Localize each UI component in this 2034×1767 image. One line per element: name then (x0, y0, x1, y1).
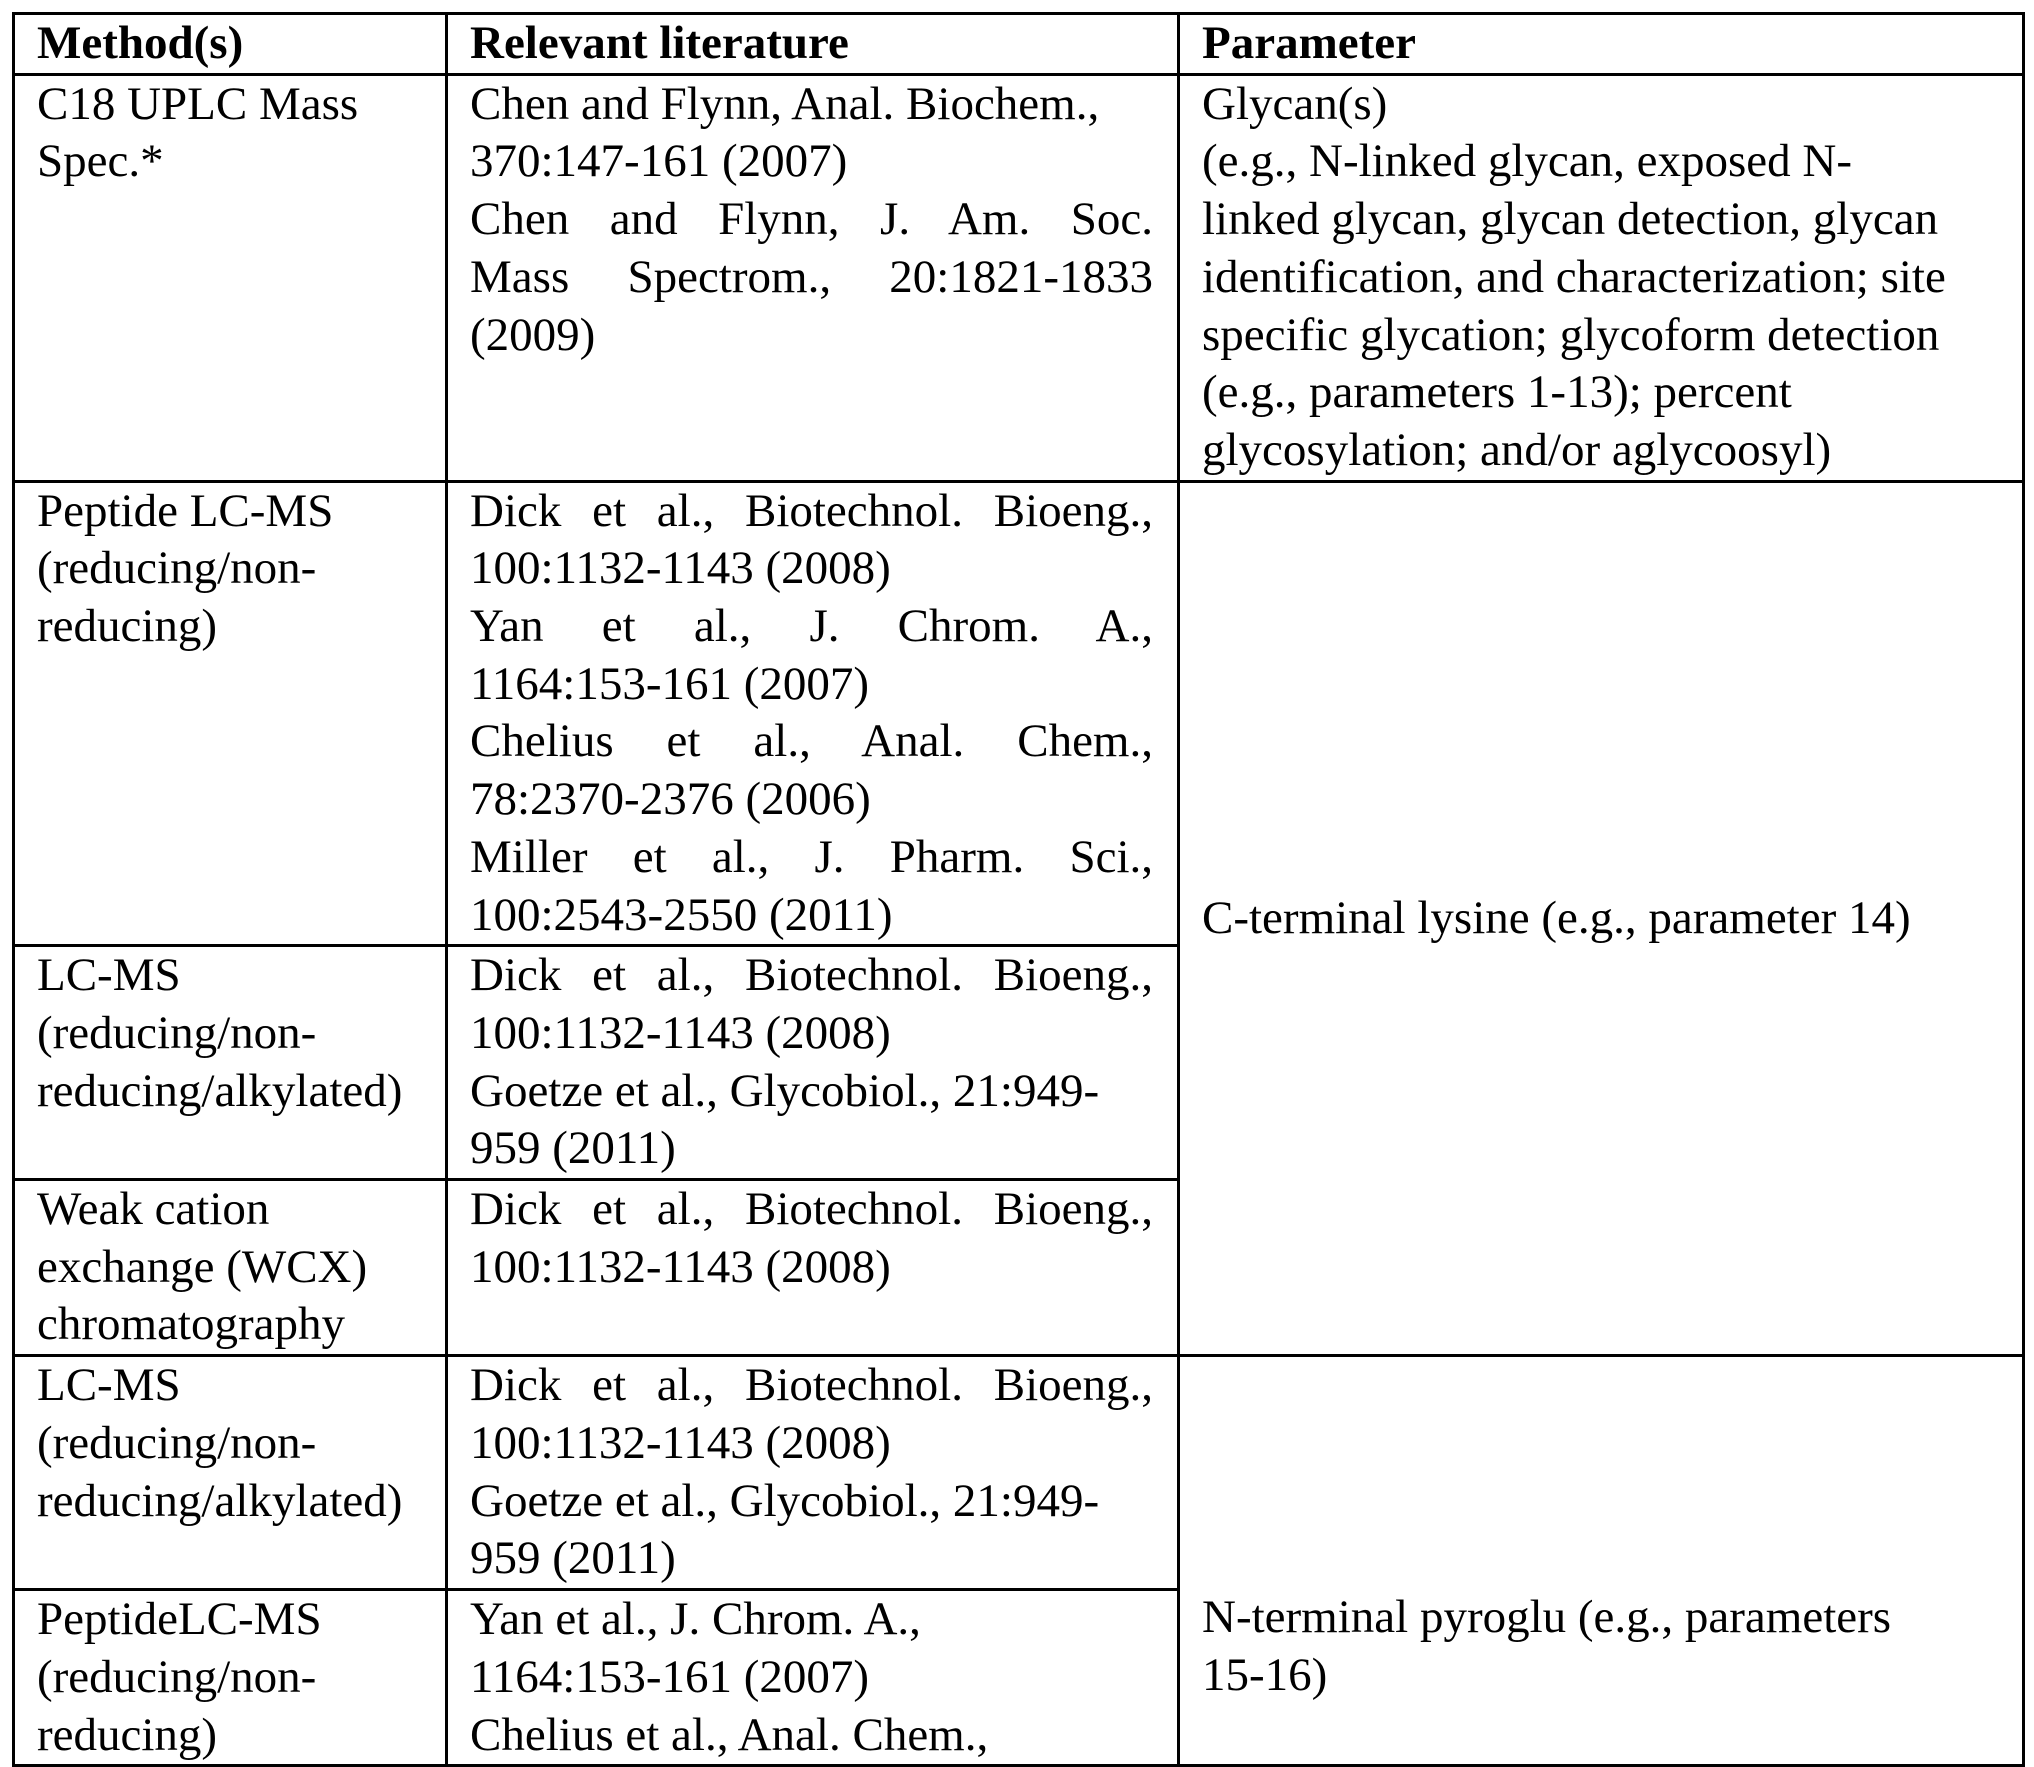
text-line: (e.g., parameters 1-13); percent (1202, 364, 1998, 422)
literature-cell (447, 1590, 1179, 1766)
citation-line: Goetze et al., Glycobiol., 21:949- (470, 1063, 1153, 1121)
method-cell (14, 1180, 447, 1356)
text-line: Peptide LC-MS (37, 483, 421, 541)
citation-line: Yan et al., J. Chrom. A., (470, 598, 1153, 656)
literature-cell (447, 946, 1179, 1180)
parameter-cell (1179, 1356, 2024, 1766)
header-literature: Relevant literature (447, 14, 1179, 75)
text-line: LC-MS (37, 947, 421, 1005)
citation-line: 959 (2011) (470, 1120, 1153, 1178)
method-cell (14, 1590, 447, 1766)
citation-line: 100:1132-1143 (2008) (470, 1415, 1153, 1473)
text-line: specific glycation; glycoform detection (1202, 307, 1998, 365)
citation-line: Dick et al., Biotechnol. Bioeng., (470, 483, 1153, 541)
citation-line: 370:147-161 (2007) (470, 133, 1153, 191)
citation-line: Chelius et al., Anal. Chem., (470, 1707, 1153, 1765)
citation-line: Dick et al., Biotechnol. Bioeng., (470, 1181, 1153, 1239)
text-line: Glycan(s) (1202, 76, 1998, 134)
citation-line: Yan et al., J. Chrom. A., (470, 1591, 1153, 1649)
citation-line: Mass Spectrom., 20:1821-1833 (470, 249, 1153, 307)
table-row (14, 481, 2024, 946)
text-line: 15-16) (1202, 1647, 1998, 1705)
citation-line: 1164:153-161 (2007) (470, 656, 1153, 714)
citation-line: Chen and Flynn, J. Am. Soc. (470, 191, 1153, 249)
parameter-cell (1179, 74, 2024, 481)
text-line: LC-MS (37, 1357, 421, 1415)
text-line: (reducing/non- (37, 540, 421, 598)
citation-line: Chen and Flynn, Anal. Biochem., (470, 76, 1153, 134)
method-cell (14, 946, 447, 1180)
text-line: reducing) (37, 598, 421, 656)
text-line: Spec.* (37, 133, 421, 191)
citation-line: Chelius et al., Anal. Chem., (470, 713, 1153, 771)
text-line: chromatography (37, 1296, 421, 1354)
citation-line: 78:2370-2376 (2006) (470, 771, 1153, 829)
text-line: reducing/alkylated) (37, 1473, 421, 1531)
text-line: reducing/alkylated) (37, 1063, 421, 1121)
citation-line: Miller et al., J. Pharm. Sci., (470, 829, 1153, 887)
citation-line: 100:1132-1143 (2008) (470, 540, 1153, 598)
text-line: C18 UPLC Mass (37, 76, 421, 134)
text-line: exchange (WCX) (37, 1239, 421, 1297)
citation-line: (2009) (470, 307, 1153, 365)
text-line: C-terminal lysine (e.g., parameter 14) (1202, 890, 1998, 948)
header-method: Method(s) (14, 14, 447, 75)
literature-cell (447, 74, 1179, 481)
citation-line: 100:2543-2550 (2011) (470, 887, 1153, 945)
header-row (14, 14, 2024, 75)
citation-line: 1164:153-161 (2007) (470, 1649, 1153, 1707)
text-line: identification, and characterization; site (1202, 249, 1998, 307)
citation-line: 959 (2011) (470, 1530, 1153, 1588)
text-line: linked glycan, glycan detection, glycan (1202, 191, 1998, 249)
text-line: (reducing/non- (37, 1005, 421, 1063)
text-line: Weak cation (37, 1181, 421, 1239)
citation-line: Goetze et al., Glycobiol., 21:949- (470, 1473, 1153, 1531)
text-line: glycosylation; and/or aglycoosyl) (1202, 422, 1998, 480)
literature-cell (447, 481, 1179, 946)
literature-cell (447, 1180, 1179, 1356)
parameter-cell (1179, 481, 2024, 1356)
citation-line: Dick et al., Biotechnol. Bioeng., (470, 947, 1153, 1005)
table-row (14, 1356, 2024, 1590)
methods-table (12, 12, 2025, 1767)
text-line: reducing) (37, 1707, 421, 1765)
text-line: (e.g., N-linked glycan, exposed N- (1202, 133, 1998, 191)
method-cell (14, 481, 447, 946)
header-parameter: Parameter (1179, 14, 2024, 75)
text-line: N-terminal pyroglu (e.g., parameters (1202, 1589, 1998, 1647)
method-cell (14, 1356, 447, 1590)
table-row (14, 74, 2024, 481)
citation-line: 100:1132-1143 (2008) (470, 1239, 1153, 1297)
method-cell (14, 74, 447, 481)
citation-line: Dick et al., Biotechnol. Bioeng., (470, 1357, 1153, 1415)
text-line: (reducing/non- (37, 1649, 421, 1707)
citation-line: 100:1132-1143 (2008) (470, 1005, 1153, 1063)
text-line: (reducing/non- (37, 1415, 421, 1473)
text-line: PeptideLC-MS (37, 1591, 421, 1649)
literature-cell (447, 1356, 1179, 1590)
